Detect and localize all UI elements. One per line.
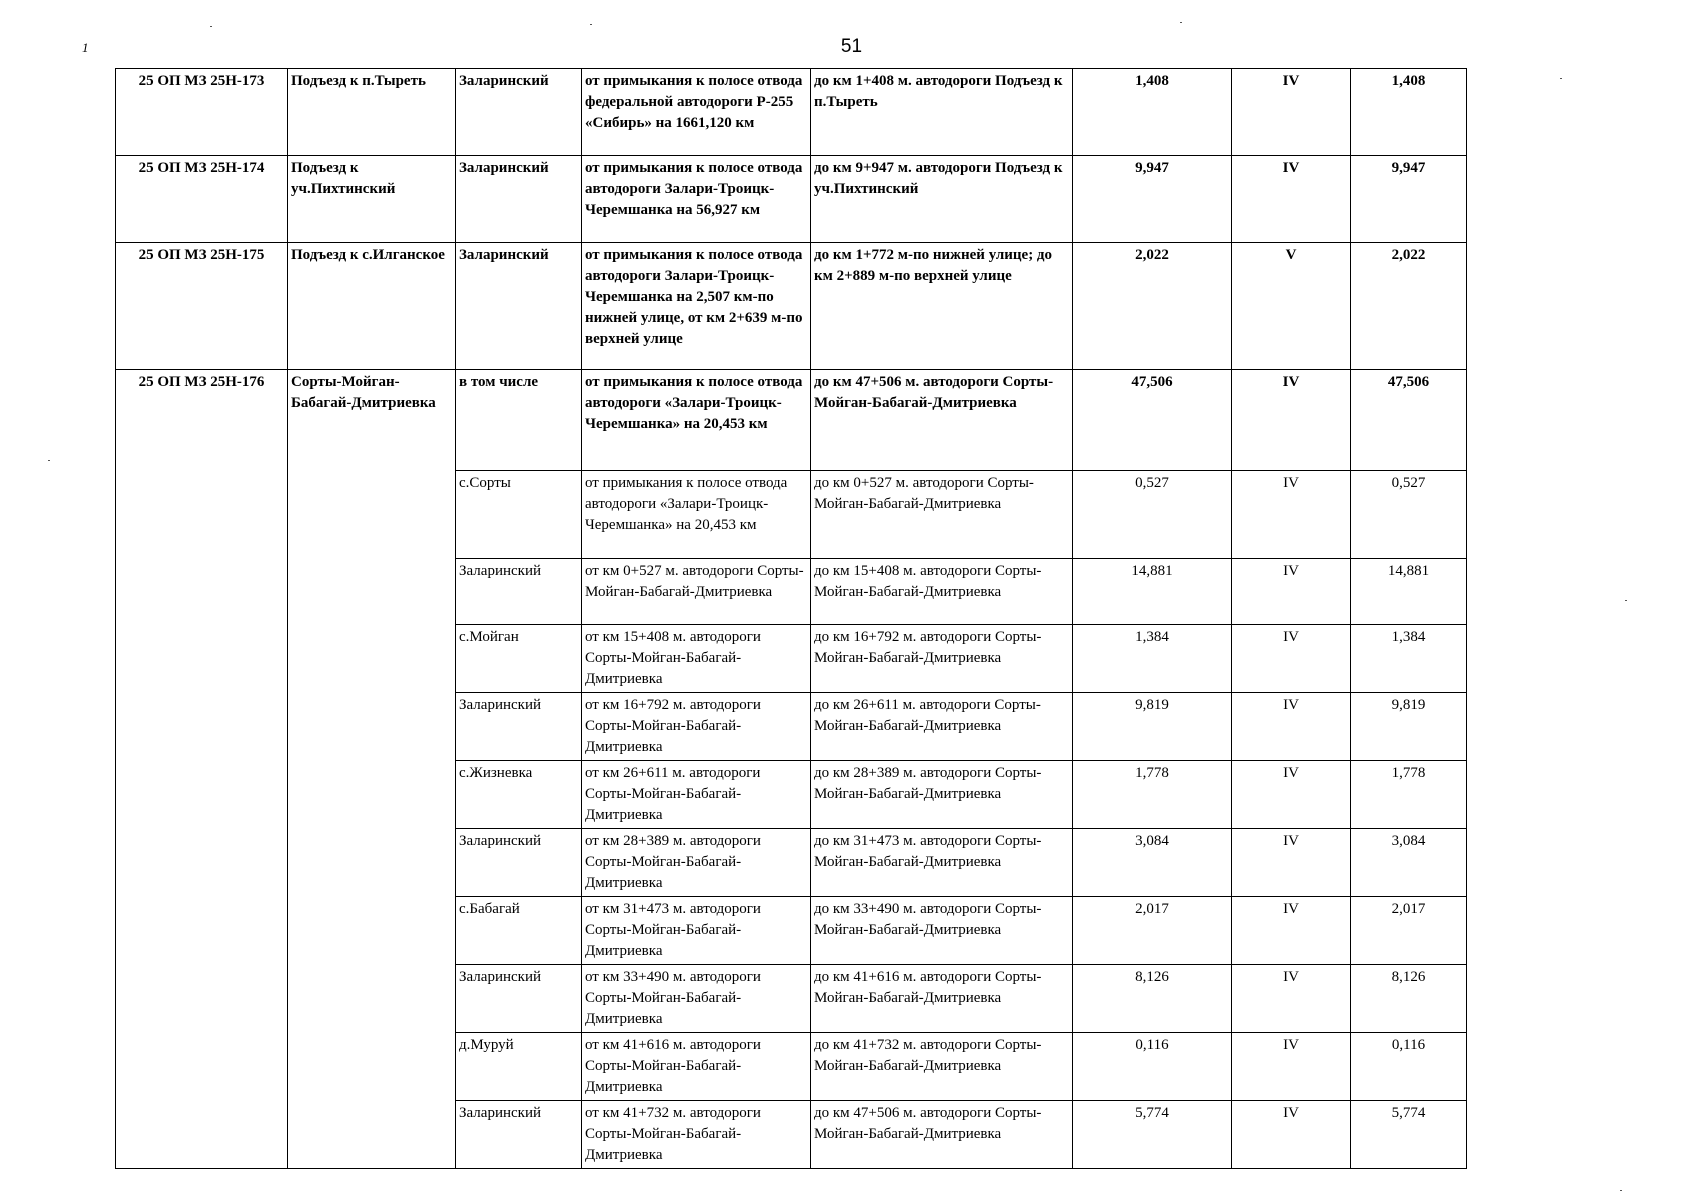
length: 8,126: [1073, 965, 1232, 1033]
total-length: 8,126: [1351, 965, 1467, 1033]
scan-speck: [590, 24, 592, 25]
category: IV: [1232, 370, 1351, 471]
from-point: от примыкания к полосе отвода федеральной автодороги Р-255 «Сибирь» на 1661,120 км: [582, 69, 811, 156]
category: IV: [1232, 829, 1351, 897]
category: V: [1232, 243, 1351, 370]
total-length: 3,084: [1351, 829, 1467, 897]
from-point: от км 0+527 м. автодороги Сорты-Мойган-Бабагай-Дмитриевка: [582, 559, 811, 625]
category: IV: [1232, 471, 1351, 559]
total-length: 14,881: [1351, 559, 1467, 625]
total-length: 0,116: [1351, 1033, 1467, 1101]
scan-speck: [1560, 78, 1562, 79]
total-length: 0,527: [1351, 471, 1467, 559]
length: 47,506: [1073, 370, 1232, 471]
category: IV: [1232, 965, 1351, 1033]
from-point: от км 33+490 м. автодороги Сорты-Мойган-Бабагай-Дмитриевка: [582, 965, 811, 1033]
to-point: до км 41+616 м. автодороги Сорты-Мойган-Бабагай-Дмитриевка: [811, 965, 1073, 1033]
table-row: [116, 156, 1467, 243]
to-point: до км 41+732 м. автодороги Сорты-Мойган-Бабагай-Дмитриевка: [811, 1033, 1073, 1101]
from-point: от км 41+616 м. автодороги Сорты-Мойган-Бабагай-Дмитриевка: [582, 1033, 811, 1101]
total-length: 9,819: [1351, 693, 1467, 761]
length: 1,778: [1073, 761, 1232, 829]
table-row: [116, 243, 1467, 370]
from-point: от примыкания к полосе отвода автодороги Залари-Троицк-Черемшанка на 56,927 км: [582, 156, 811, 243]
district: Заларинский: [456, 965, 582, 1033]
district: с.Сорты: [456, 471, 582, 559]
from-point: от км 15+408 м. автодороги Сорты-Мойган-Бабагай-Дмитриевка: [582, 625, 811, 693]
total-length: 1,408: [1351, 69, 1467, 156]
length: 9,819: [1073, 693, 1232, 761]
from-point: от км 26+611 м. автодороги Сорты-Мойган-Бабагай-Дмитриевка: [582, 761, 811, 829]
road-name: Подъезд к уч.Пихтинский: [288, 156, 456, 243]
total-length: 1,384: [1351, 625, 1467, 693]
road-id: 25 ОП МЗ 25Н-174: [116, 156, 288, 243]
from-point: от примыкания к полосе отвода автодороги «Залари-Троицк-Черемшанка» на 20,453 км: [582, 370, 811, 471]
to-point: до км 1+408 м. автодороги Подъезд к п.Тыреть: [811, 69, 1073, 156]
category: IV: [1232, 69, 1351, 156]
total-length: 47,506: [1351, 370, 1467, 471]
total-length: 9,947: [1351, 156, 1467, 243]
road-id: 25 ОП МЗ 25Н-173: [116, 69, 288, 156]
road-id: 25 ОП МЗ 25Н-175: [116, 243, 288, 370]
road-name: Подъезд к с.Илганское: [288, 243, 456, 370]
to-point: до км 26+611 м. автодороги Сорты-Мойган-Бабагай-Дмитриевка: [811, 693, 1073, 761]
scan-speck: [1620, 1190, 1622, 1191]
from-point: от км 16+792 м. автодороги Сорты-Мойган-Бабагай-Дмитриевка: [582, 693, 811, 761]
category: IV: [1232, 156, 1351, 243]
scan-speck: [1625, 600, 1627, 601]
category: IV: [1232, 1101, 1351, 1169]
category: IV: [1232, 897, 1351, 965]
district: Заларинский: [456, 156, 582, 243]
total-length: 2,017: [1351, 897, 1467, 965]
to-point: до км 33+490 м. автодороги Сорты-Мойган-Бабагай-Дмитриевка: [811, 897, 1073, 965]
table-row: [116, 370, 1467, 471]
district: д.Муруй: [456, 1033, 582, 1101]
district: в том числе: [456, 370, 582, 471]
to-point: до км 1+772 м-по нижней улице; до км 2+889 м-по верхней улице: [811, 243, 1073, 370]
length: 1,384: [1073, 625, 1232, 693]
to-point: до км 0+527 м. автодороги Сорты-Мойган-Бабагай-Дмитриевка: [811, 471, 1073, 559]
district: с.Мойган: [456, 625, 582, 693]
length: 9,947: [1073, 156, 1232, 243]
district: Заларинский: [456, 829, 582, 897]
from-point: от км 28+389 м. автодороги Сорты-Мойган-Бабагай-Дмитриевка: [582, 829, 811, 897]
length: 1,408: [1073, 69, 1232, 156]
total-length: 1,778: [1351, 761, 1467, 829]
total-length: 5,774: [1351, 1101, 1467, 1169]
length: 3,084: [1073, 829, 1232, 897]
district: Заларинский: [456, 693, 582, 761]
to-point: до км 31+473 м. автодороги Сорты-Мойган-Бабагай-Дмитриевка: [811, 829, 1073, 897]
length: 0,527: [1073, 471, 1232, 559]
category: IV: [1232, 693, 1351, 761]
from-point: от км 41+732 м. автодороги Сорты-Мойган-Бабагай-Дмитриевка: [582, 1101, 811, 1169]
length: 5,774: [1073, 1101, 1232, 1169]
category: IV: [1232, 761, 1351, 829]
length: 2,017: [1073, 897, 1232, 965]
table-row: [116, 69, 1467, 156]
length: 2,022: [1073, 243, 1232, 370]
category: IV: [1232, 625, 1351, 693]
scan-speck: [48, 460, 50, 461]
length: 0,116: [1073, 1033, 1232, 1101]
from-point: от км 31+473 м. автодороги Сорты-Мойган-Бабагай-Дмитриевка: [582, 897, 811, 965]
margin-mark: 1: [82, 40, 89, 55]
from-point: от примыкания к полосе отвода автодороги Залари-Троицк-Черемшанка на 2,507 км-по нижней улице, от км 2+639 м-по верхней улице: [582, 243, 811, 370]
district: с.Жизневка: [456, 761, 582, 829]
district: Заларинский: [456, 559, 582, 625]
district: Заларинский: [456, 1101, 582, 1169]
to-point: до км 15+408 м. автодороги Сорты-Мойган-Бабагай-Дмитриевка: [811, 559, 1073, 625]
from-point: от примыкания к полосе отвода автодороги «Залари-Троицк-Черемшанка» на 20,453 км: [582, 471, 811, 559]
district: с.Бабагай: [456, 897, 582, 965]
district: Заларинский: [456, 69, 582, 156]
page-number: 51: [840, 36, 863, 57]
to-point: до км 28+389 м. автодороги Сорты-Мойган-Бабагай-Дмитриевка: [811, 761, 1073, 829]
road-id: 25 ОП МЗ 25Н-176: [116, 370, 288, 1169]
length: 14,881: [1073, 559, 1232, 625]
to-point: до км 9+947 м. автодороги Подъезд к уч.Пихтинский: [811, 156, 1073, 243]
road-name: Сорты-Мойган-Бабагай-Дмитриевка: [288, 370, 456, 1169]
to-point: до км 16+792 м. автодороги Сорты-Мойган-Бабагай-Дмитриевка: [811, 625, 1073, 693]
category: IV: [1232, 559, 1351, 625]
road-name: Подъезд к п.Тыреть: [288, 69, 456, 156]
scan-speck: [1180, 22, 1182, 23]
roads-table: [115, 68, 1467, 1169]
total-length: 2,022: [1351, 243, 1467, 370]
to-point: до км 47+506 м. автодороги Сорты-Мойган-Бабагай-Дмитриевка: [811, 1101, 1073, 1169]
category: IV: [1232, 1033, 1351, 1101]
scan-speck: [210, 26, 212, 27]
district: Заларинский: [456, 243, 582, 370]
to-point: до км 47+506 м. автодороги Сорты-Мойган-Бабагай-Дмитриевка: [811, 370, 1073, 471]
